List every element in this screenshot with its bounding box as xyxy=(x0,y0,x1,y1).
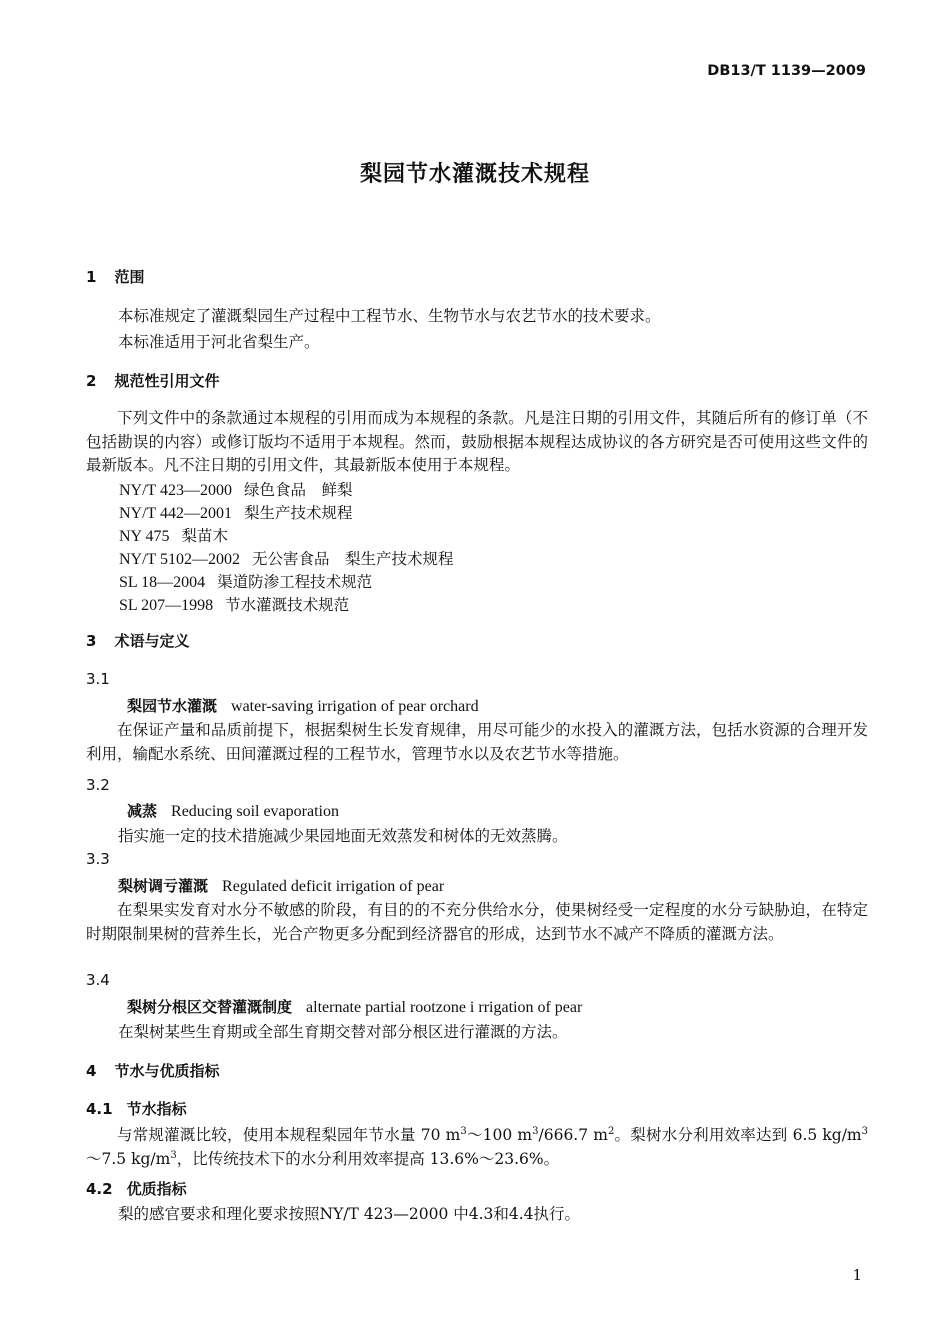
term-heading xyxy=(118,875,444,896)
reference-title: 无公害食品 梨生产技术规程 xyxy=(252,550,454,568)
subsection-heading xyxy=(86,1178,187,1199)
subsection-heading xyxy=(86,1098,187,1119)
term-english: Regulated deficit irrigation of pear xyxy=(222,878,445,895)
section-4-heading xyxy=(86,1060,219,1081)
term-chinese: 梨树调亏灌溉 xyxy=(118,877,209,895)
term-chinese: 梨树分根区交替灌溉制度 xyxy=(127,998,293,1016)
term-chinese: 梨园节水灌溉 xyxy=(127,697,218,715)
reference-code: SL 18—2004 xyxy=(119,574,206,591)
term-number: 3.2 xyxy=(86,776,110,794)
section-number: 1 xyxy=(86,268,97,286)
section-number: 2 xyxy=(86,372,97,390)
term-english: alternate partial rootzone i rrigation of pear xyxy=(306,999,583,1016)
reference-title: 绿色食品 鲜梨 xyxy=(244,481,353,499)
term-definition: 指实施一定的技术措施减少果园地面无效蒸发和树体的无效蒸腾。 xyxy=(118,827,568,845)
subsection-title: 节水指标 xyxy=(126,1100,187,1118)
page-number: 1 xyxy=(852,1266,862,1284)
term-number: 3.3 xyxy=(86,850,110,868)
term-definition: 在梨果实发育对水分不敏感的阶段，有目的的不充分供给水分，使果树经受一定程度的水分亏缺胁迫，在特定时期限制果树的营养生长，光合产物更多分配到经济器官的形成，达到节水不减产不降质的灌溉方法。 xyxy=(86,901,868,943)
section-title: 节水与优质指标 xyxy=(114,1062,220,1080)
subsection-number: 4.2 xyxy=(86,1180,113,1198)
section-number: 4 xyxy=(86,1062,97,1080)
section-1-paragraph: 本标准适用于河北省梨生产。 xyxy=(118,333,320,351)
reference-item xyxy=(119,570,372,592)
term-heading xyxy=(127,695,479,716)
reference-code: NY/T 5102—2002 xyxy=(119,551,241,568)
subsection-title: 优质指标 xyxy=(126,1180,187,1198)
reference-title: 梨生产技术规程 xyxy=(244,504,353,522)
page-title: 梨园节水灌溉技术规程 xyxy=(359,162,590,187)
doc-code: DB13/T 1139—2009 xyxy=(707,63,866,79)
reference-code: SL 207—1998 xyxy=(119,597,214,614)
subsection-number: 4.1 xyxy=(86,1100,113,1118)
section-title: 范围 xyxy=(114,268,145,286)
reference-title: 渠道防渗工程技术规范 xyxy=(217,573,373,591)
reference-item xyxy=(119,524,228,546)
term-definition: 在保证产量和品质前提下，根据梨树生长发育规律，用尽可能少的水投入的灌溉方法，包括水资源的合理开发利用，输配水系统、田间灌溉过程的工程节水，管理节水以及农艺节水等措施。 xyxy=(86,721,868,763)
term-heading xyxy=(127,800,339,821)
reference-item xyxy=(119,547,454,569)
reference-code: NY/T 442—2001 xyxy=(119,505,233,522)
reference-item xyxy=(119,501,353,523)
term-number: 3.1 xyxy=(86,670,110,688)
water-saving-indicator-text: 与常规灌溉比较，使用本规程梨园年节水量 70 $m^3\sim 100$ $m^3/666.7$ $m^2$。梨树水分利用效率达到 6.5 $kg/m^3\sim 7.5$ $kg/m^3$，比传统技术下的水分利用效率提高 13.6%～23.6%。 xyxy=(86,1125,868,1168)
reference-item xyxy=(119,593,349,615)
term-definition: 在梨树某些生育期或全部生育期交替对部分根区进行灌溉的方法。 xyxy=(118,1023,568,1041)
reference-title: 梨苗木 xyxy=(181,527,229,545)
term-number: 3.4 xyxy=(86,971,110,989)
section-3-heading xyxy=(86,630,189,651)
section-title: 规范性引用文件 xyxy=(114,372,220,390)
reference-item xyxy=(119,478,353,500)
reference-code: NY 475 xyxy=(119,528,170,545)
section-1-heading xyxy=(86,266,144,287)
section-number: 3 xyxy=(86,632,97,650)
term-english: Reducing soil evaporation xyxy=(171,803,339,820)
reference-title: 节水灌溉技术规范 xyxy=(225,596,350,614)
quality-indicator-text: 梨的感官要求和理化要求按照NY/T 423—2000 中4.3和4.4执行。 xyxy=(118,1205,581,1223)
section-2-heading xyxy=(86,370,219,391)
section-title: 术语与定义 xyxy=(114,632,190,650)
section-1-paragraph: 本标准规定了灌溉梨园生产过程中工程节水、生物节水与农艺节水的技术要求。 xyxy=(118,307,661,325)
term-english: water-saving irrigation of pear orchard xyxy=(231,698,479,715)
term-chinese: 减蒸 xyxy=(127,802,158,820)
section-2-paragraph: 下列文件中的条款通过本规程的引用而成为本规程的条款。凡是注日期的引用文件，其随后所有的修订单（不包括勘误的内容）或修订版均不适用于本规程。然而，鼓励根据本规程达成协议的各方研究是否可使用这些文件的最新版本。凡不注日期的引用文件，其最新版本使用于本规程。 xyxy=(86,409,868,474)
reference-code: NY/T 423—2000 xyxy=(119,482,233,499)
term-heading xyxy=(127,996,582,1017)
